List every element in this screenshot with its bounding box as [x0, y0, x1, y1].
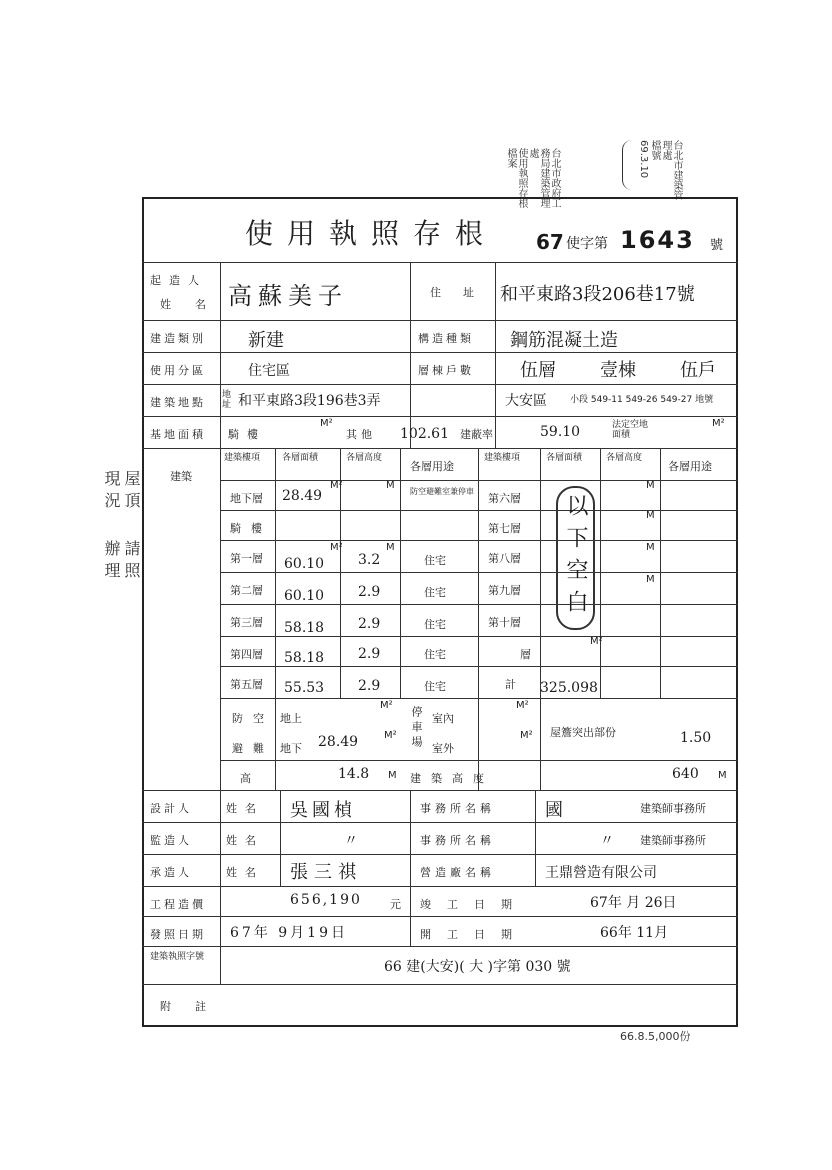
parking-label: 停車場: [410, 706, 423, 751]
side-note: 現況: [102, 470, 121, 514]
floor-area: 58.18: [284, 650, 325, 666]
grid-line: [142, 416, 738, 417]
permit-number: 1643: [620, 226, 695, 254]
unit-m: M: [388, 770, 397, 781]
category-label: 建造類別: [150, 332, 206, 345]
owner-label: 起造人: [150, 274, 207, 287]
stamp-line: 台北市建築管理處: [660, 140, 682, 200]
col-area-header: 各層面積: [546, 453, 583, 463]
shelter-above-label: 地上: [280, 712, 302, 725]
grid-line: [142, 886, 738, 887]
building-count: 壹棟: [600, 360, 636, 381]
grid-line: [142, 984, 738, 985]
building-units: 伍戶: [680, 360, 716, 381]
issue-value: 67年 9月19日: [230, 925, 348, 941]
projection-label: 屋簷突出部份: [550, 726, 616, 739]
owner-name: 高蘇美子: [228, 282, 348, 310]
archive-stamp-right: [638, 140, 682, 200]
owner-name-label: 姓名: [160, 298, 230, 311]
name-label: 姓名: [226, 834, 264, 847]
grid-line: [275, 448, 276, 790]
unit-m: M: [646, 542, 655, 553]
other-label: 其他: [346, 428, 376, 441]
unit-m: M: [386, 480, 395, 491]
designer-name: 吳國楨: [290, 800, 356, 821]
floor-use: 防空避難室兼停車: [410, 487, 474, 496]
structure-label: 構造種類: [418, 332, 474, 345]
floor-height: 2.9: [358, 616, 381, 632]
grid-line: [142, 790, 738, 791]
total-height-value: 14.8: [338, 766, 370, 782]
total-height-label: 高: [240, 772, 261, 785]
floor-label: 第三層: [230, 616, 263, 629]
grid-line: [540, 448, 541, 790]
arcade-label: 騎樓: [228, 428, 266, 441]
grid-line: [142, 384, 738, 385]
permit-ref-value: 66 建(大安)( 大 )字第 030 號: [384, 959, 571, 975]
floor-label: 層: [520, 648, 531, 661]
unit-m2: M²: [712, 418, 725, 429]
unit-m: M: [646, 480, 655, 491]
legal-open-label: 法定空地面積: [612, 420, 649, 440]
floor-use: 住宅: [424, 586, 446, 599]
col-floor-header: 建築樓項: [484, 453, 521, 463]
floor-area: 60.10: [284, 588, 325, 604]
building-zone: 住宅區: [248, 363, 290, 379]
office-label: 事務所名稱: [420, 802, 495, 815]
grid-line: [410, 262, 411, 448]
zone-label: 使用分區: [150, 364, 206, 377]
total-area: 325.098: [540, 680, 598, 696]
contractor-name: 張三祺: [290, 862, 362, 883]
col-use-header: 各層用途: [668, 460, 712, 473]
completion-label: 竣工日期: [420, 898, 528, 911]
completion-value: 67年 月 26日: [590, 895, 677, 911]
floors-units-label: 層棟戶數: [418, 364, 474, 377]
grid-line: [400, 448, 401, 698]
shelter-below-label: 地下: [280, 742, 302, 755]
stamp-line: 台北市政府工務局建築管理處: [527, 148, 560, 208]
floor-label: 第八層: [488, 552, 521, 565]
grid-line: [220, 698, 738, 699]
floor-area: 55.53: [284, 680, 325, 696]
grid-line: [142, 822, 738, 823]
unit-m2: M²: [320, 418, 333, 429]
cost-value: 656,190: [290, 892, 362, 908]
floor-height: 2.9: [358, 678, 381, 694]
grid-line: [142, 448, 738, 449]
unit-m2: M²: [330, 542, 343, 553]
unit-m2: M²: [384, 730, 397, 741]
site-lot: 小段 549-11 549-26 549-27 地號: [570, 395, 714, 405]
stamp-line: 使用執照存根檔案: [505, 148, 527, 208]
supervisor-name: 〃: [344, 833, 358, 849]
side-note: 請照: [122, 540, 141, 584]
building-height-label: 建築高度: [410, 772, 494, 785]
unit-m2: M²: [590, 636, 603, 647]
grid-line: [142, 854, 738, 855]
col-use-header: 各層用途: [410, 460, 454, 473]
col-floor-header: 建築樓項: [224, 453, 261, 463]
floor-label: 第二層: [230, 584, 263, 597]
designer-office-suffix: 建築師事務所: [640, 802, 706, 815]
unit-m: M: [718, 770, 727, 781]
office-label: 事務所名稱: [420, 834, 495, 847]
floor-label: 第一層: [230, 552, 263, 565]
building-structure: 鋼筋混凝土造: [510, 330, 618, 351]
base-area-label: 基地面積: [150, 428, 206, 441]
site-district: 大安區: [505, 393, 547, 409]
grid-line: [280, 790, 281, 886]
floor-label: 第九層: [488, 584, 521, 597]
grid-line: [220, 760, 738, 761]
grid-line: [600, 448, 601, 698]
coverage-label: 建蔽率: [460, 428, 493, 441]
contractor-label: 承造人: [150, 866, 192, 879]
cost-label: 工程造價: [150, 898, 206, 911]
grid-line: [220, 262, 221, 984]
contractor-company: 王鼎營造有限公司: [545, 865, 657, 881]
floor-height: 3.2: [358, 552, 381, 568]
floor-label: 第六層: [488, 492, 521, 505]
page-title: 使用執照存根: [245, 217, 498, 250]
floor-label: 第七層: [488, 522, 521, 535]
site-label: 建築地點: [150, 396, 206, 409]
grid-line: [410, 790, 411, 946]
side-note: 辦理: [102, 540, 121, 584]
owner-address: 和平東路3段206巷17號: [500, 284, 695, 305]
floor-area: 28.49: [282, 488, 323, 504]
designer-office: 國: [545, 800, 563, 821]
blank-stamp: 以下空白: [556, 486, 595, 630]
side-note: 屋頂: [122, 470, 141, 514]
supervisor-office: 〃: [600, 833, 614, 849]
unit-m: M: [646, 574, 655, 585]
designer-label: 設計人: [150, 802, 192, 815]
unit-m2: M²: [380, 700, 393, 711]
permit-suffix: 號: [710, 238, 724, 253]
supervisor-label: 監造人: [150, 834, 192, 847]
projection-value: 1.50: [680, 730, 712, 746]
floor-area: 60.10: [284, 556, 325, 572]
floor-use: 住宅: [424, 554, 446, 567]
floor-label: 騎樓: [230, 522, 272, 535]
unit-m2: M²: [520, 730, 533, 741]
floor-label: 第四層: [230, 648, 263, 661]
floor-label: 第十層: [488, 616, 521, 629]
stamp-line: 檔號 69.3.10: [638, 140, 660, 179]
other-area: 102.61: [400, 426, 449, 442]
supervisor-office-suffix: 建築師事務所: [640, 834, 706, 847]
company-label: 營造廠名稱: [420, 866, 495, 879]
remarks-label: 附註: [160, 1000, 230, 1013]
building-category: 新建: [248, 330, 284, 351]
col-area-header: 各層面積: [282, 453, 319, 463]
issue-label: 發照日期: [150, 928, 206, 941]
floor-label: 地下層: [230, 492, 263, 505]
permit-kind: 使字第: [566, 236, 608, 252]
shelter-below-value: 28.49: [318, 734, 359, 750]
grid-line: [142, 946, 738, 947]
floor-height: 2.9: [358, 646, 381, 662]
site-address: 和平東路3段196巷3弄: [238, 393, 381, 409]
print-note: 66.8.5,000份: [620, 1030, 691, 1043]
unit-m: M: [386, 542, 395, 553]
site-prefix: 地址: [222, 390, 232, 410]
permit-ref-label: 建築執照字號: [150, 952, 205, 962]
col-height-header: 各層高度: [606, 453, 643, 463]
name-label: 姓名: [226, 866, 264, 879]
floor-use: 住宅: [424, 648, 446, 661]
floor-area: 58.18: [284, 620, 325, 636]
unit-m: M: [646, 510, 655, 521]
grid-line: [142, 916, 738, 917]
parking-indoor-label: 室內: [432, 712, 454, 725]
name-label: 姓名: [226, 802, 264, 815]
floor-label: 第五層: [230, 678, 263, 691]
total-label: 計: [505, 678, 516, 691]
unit-m2: M²: [516, 700, 529, 711]
stamp-bracket-icon: [622, 140, 633, 190]
coverage-value: 59.10: [540, 424, 581, 440]
building-floors: 伍層: [520, 360, 556, 381]
unit-m2: M²: [330, 480, 343, 491]
cost-unit: 元: [390, 898, 401, 911]
floor-height: 2.9: [358, 584, 381, 600]
section-label: 建築: [170, 470, 192, 483]
permit-prefix: 67: [536, 230, 564, 254]
shelter-label: 防空: [232, 712, 274, 725]
grid-line: [478, 448, 479, 790]
grid-line: [142, 320, 738, 321]
grid-line: [660, 448, 661, 698]
floor-use: 住宅: [424, 618, 446, 631]
start-label: 開工日期: [420, 928, 528, 941]
col-height-header: 各層高度: [346, 453, 383, 463]
floor-use: 住宅: [424, 680, 446, 693]
grid-line: [142, 262, 738, 263]
address-label: 住址: [430, 286, 496, 299]
parking-outdoor-label: 室外: [432, 742, 454, 755]
grid-line: [535, 790, 536, 886]
building-height-value: 640: [672, 766, 699, 782]
grid-line: [142, 352, 738, 353]
shelter-sub-label: 避難: [232, 742, 274, 755]
start-value: 66年 11月: [600, 925, 669, 941]
